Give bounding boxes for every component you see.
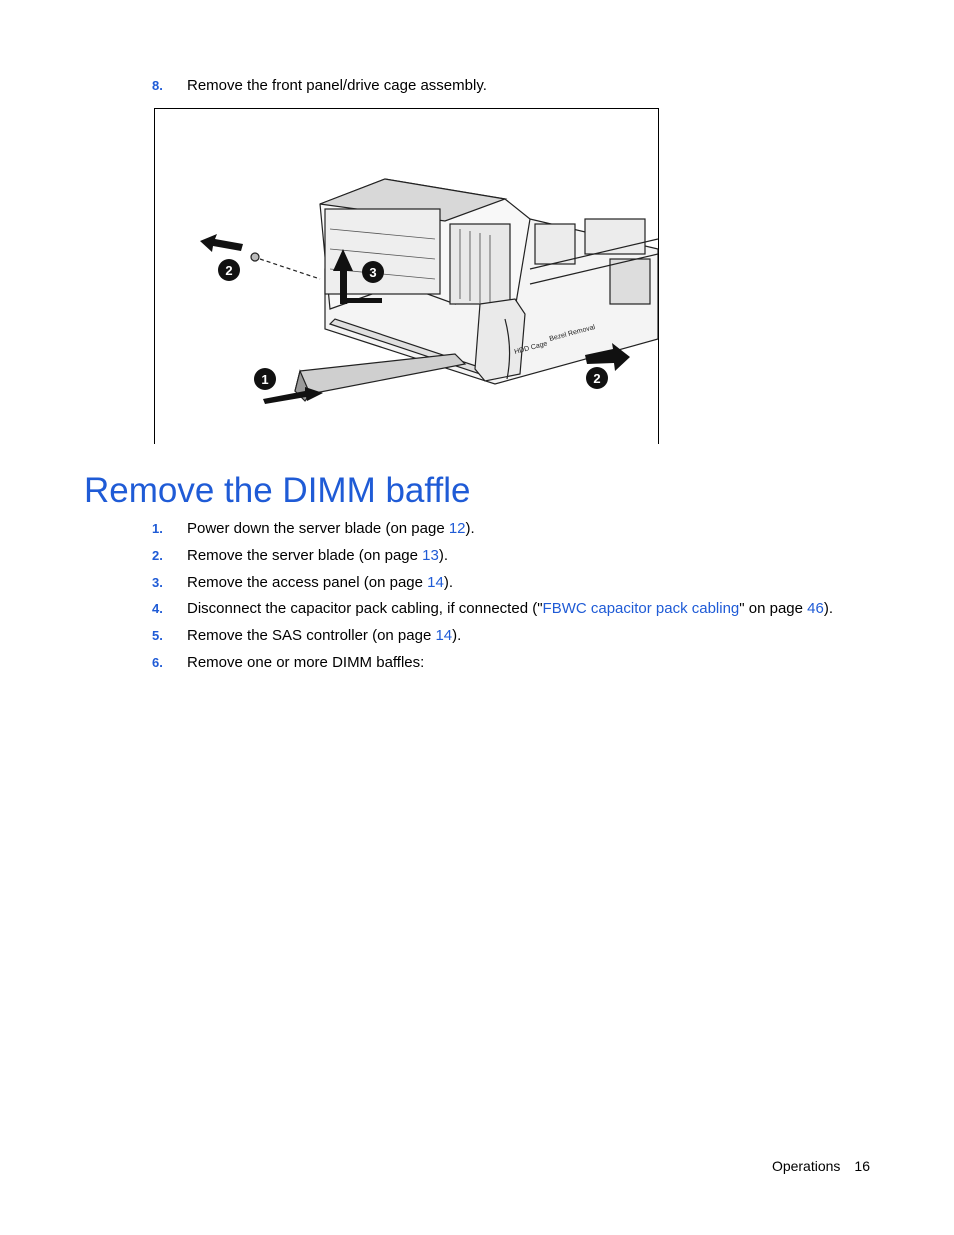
page-link[interactable]: 13 [422, 547, 439, 564]
step-text: Remove one or more DIMM baffles: [187, 654, 425, 671]
step-number: 8. [152, 78, 163, 93]
step-number: 2. [152, 548, 163, 563]
callout-2-bottom-label: 2 [593, 371, 601, 386]
topic-link[interactable]: FBWC capacitor pack cabling [542, 600, 740, 617]
step-number: 4. [152, 601, 163, 616]
step-number: 5. [152, 628, 163, 643]
page-footer [772, 1158, 870, 1174]
step-number: 3. [152, 575, 163, 590]
drive-cage-removal-figure [154, 108, 659, 444]
section-heading: Remove the DIMM baffle [84, 471, 471, 510]
drive-cage-illustration [155, 109, 658, 444]
step-text: Disconnect the capacitor pack cabling, if connected (" [187, 600, 543, 617]
page-link[interactable]: 14 [435, 627, 453, 644]
callout-3-label: 3 [369, 265, 377, 280]
step-text-end: ). [443, 574, 454, 591]
callout-2-top-label: 2 [225, 263, 233, 278]
step-number: 1. [152, 521, 163, 536]
step-text-mid: " on page [739, 600, 808, 617]
callout-3 [362, 261, 384, 283]
step-text: Power down the server blade (on page [187, 520, 449, 537]
page-link[interactable]: 12 [448, 520, 466, 537]
footer-page-number: 16 [854, 1158, 870, 1174]
callout-1 [254, 368, 276, 390]
bezel-removal-label: Bezel Removal [548, 323, 596, 343]
step-number: 6. [152, 655, 163, 670]
step-text: Remove the access panel (on page [187, 574, 428, 591]
callout-2-bottom [586, 367, 608, 389]
hdd-cage-label: HDD Cage [513, 340, 549, 356]
callout-1-label: 1 [261, 372, 269, 387]
footer-section: Operations [771, 1158, 841, 1174]
step-text: Remove the server blade (on page [187, 547, 423, 564]
callout-2-top [218, 259, 240, 281]
page-link[interactable]: 14 [427, 574, 444, 591]
step-text-end: ). [465, 520, 475, 537]
step-text-end: ). [438, 547, 448, 564]
step-text: Remove the SAS controller (on page [187, 627, 436, 644]
step-text-end: ). [823, 600, 834, 617]
step-text: Remove the front panel/drive cage assembly. [187, 77, 487, 94]
page-link[interactable]: 46 [807, 600, 824, 617]
step-text-end: ). [452, 627, 462, 644]
